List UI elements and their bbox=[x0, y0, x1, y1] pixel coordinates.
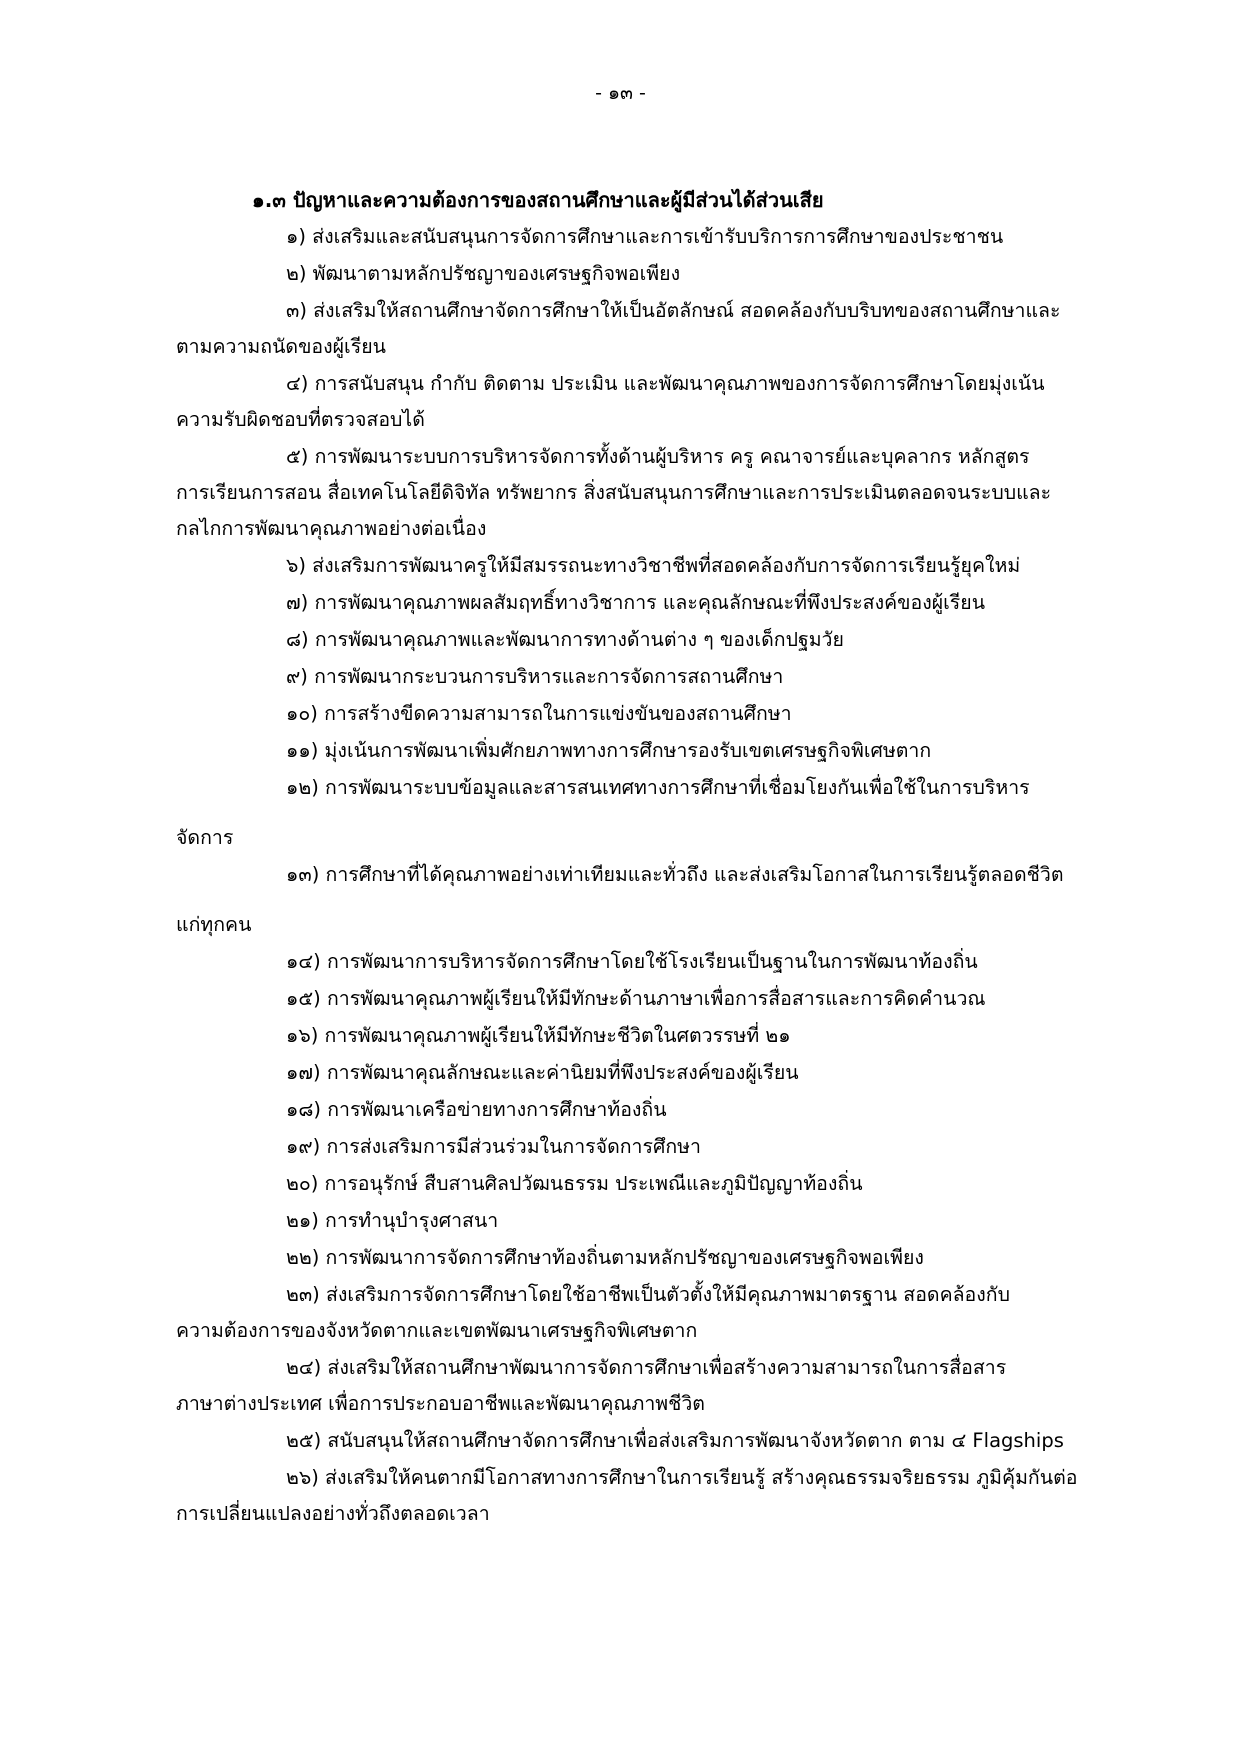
list-item-text: ๒๐) การอนุรักษ์ สืบสานศิลปวัฒนธรรม ประเพณีและภูมิปัญญาท้องถิ่น bbox=[286, 1172, 863, 1195]
list-item bbox=[176, 981, 1120, 1017]
list-item-text: ๑๒) การพัฒนาระบบข้อมูลและสารสนเทศทางการศึกษาที่เชื่อมโยงกันเพื่อใช้ในการบริหาร bbox=[286, 776, 1030, 799]
list-item-text: ๒) พัฒนาตามหลักปรัชญาของเศรษฐกิจพอเพียง bbox=[286, 262, 681, 285]
list-item-continuation: การเรียนการสอน สื่อเทคโนโลยีดิจิทัล ทรัพยากร สิ่งสนับสนุนการศึกษาและการประเมินตลอดจนระบบและ bbox=[176, 481, 1052, 504]
list-item-text: ๑๐) การสร้างขีดความสามารถในการแข่งขันของสถานศึกษา bbox=[286, 702, 792, 725]
list-item-text: ๙) การพัฒนากระบวนการบริหารและการจัดการสถานศึกษา bbox=[286, 665, 784, 688]
list-item bbox=[176, 622, 1120, 658]
list-item-text: ๑) ส่งเสริมและสนับสนุนการจัดการศึกษาและการเข้ารับบริการการศึกษาของประชาชน bbox=[286, 225, 1004, 248]
list-item bbox=[176, 219, 1120, 255]
document-body bbox=[176, 182, 1120, 1533]
list-item-text: ๒๔) ส่งเสริมให้สถานศึกษาพัฒนาการจัดการศึกษาเพื่อสร้างความสามารถในการสื่อสาร bbox=[286, 1356, 1007, 1379]
list-item-text: ๒๖) ส่งเสริมให้คนตากมีโอกาสทางการศึกษาในการเรียนรู้ สร้างคุณธรรมจริยธรรม ภูมิคุ้มกันต่อ bbox=[286, 1466, 1078, 1489]
list-item bbox=[176, 585, 1120, 621]
list-item bbox=[176, 1055, 1120, 1091]
list-item bbox=[176, 293, 1120, 365]
list-item bbox=[176, 1277, 1120, 1349]
list-item bbox=[176, 770, 1120, 856]
list-item-continuation: แก่ทุกคน bbox=[176, 913, 252, 936]
list-item bbox=[176, 366, 1120, 438]
list-item-text: ๒๒) การพัฒนาการจัดการศึกษาท้องถิ่นตามหลักปรัชญาของเศรษฐกิจพอเพียง bbox=[286, 1246, 924, 1269]
list-item-text: ๑๕) การพัฒนาคุณภาพผู้เรียนให้มีทักษะด้านภาษาเพื่อการสื่อสารและการคิดคำนวณ bbox=[286, 987, 986, 1010]
list-item-text: ๑๙) การส่งเสริมการมีส่วนร่วมในการจัดการศึกษา bbox=[286, 1135, 701, 1158]
list-item-text: ๒๕) สนับสนุนให้สถานศึกษาจัดการศึกษาเพื่อส่งเสริมการพัฒนาจังหวัดตาก ตาม ๔ Flagships bbox=[286, 1429, 1064, 1452]
list-item bbox=[176, 439, 1120, 547]
list-item bbox=[176, 659, 1120, 695]
list-item bbox=[176, 1092, 1120, 1128]
list-item bbox=[176, 857, 1120, 943]
list-item-text: ๑๘) การพัฒนาเครือข่ายทางการศึกษาท้องถิ่น bbox=[286, 1098, 667, 1121]
list-item bbox=[176, 1240, 1120, 1276]
list-item-text: ๓) ส่งเสริมให้สถานศึกษาจัดการศึกษาให้เป็นอัตลักษณ์ สอดคล้องกับบริบทของสถานศึกษาและ bbox=[286, 299, 1061, 322]
list-item bbox=[176, 733, 1120, 769]
page-number: - ๑๓ - bbox=[595, 82, 646, 104]
list-item-continuation: จัดการ bbox=[176, 826, 234, 849]
list-item bbox=[176, 944, 1120, 980]
list-item bbox=[176, 1129, 1120, 1165]
list-item-text: ๑๓) การศึกษาที่ได้คุณภาพอย่างเท่าเทียมและทั่วถึง และส่งเสริมโอกาสในการเรียนรู้ตลอดชีวิต bbox=[286, 863, 1064, 886]
list-item-text: ๒๓) ส่งเสริมการจัดการศึกษาโดยใช้อาชีพเป็นตัวตั้งให้มีคุณภาพมาตรฐาน สอดคล้องกับ bbox=[286, 1283, 1010, 1306]
list-item-text: ๒๑) การทำนุบำรุงศาสนา bbox=[286, 1209, 499, 1232]
list-item-text: ๗) การพัฒนาคุณภาพผลสัมฤทธิ์ทางวิชาการ และคุณลักษณะที่พึงประสงค์ของผู้เรียน bbox=[286, 591, 986, 614]
list-item-continuation: ความรับผิดชอบที่ตรวจสอบได้ bbox=[176, 408, 425, 431]
section-heading: ๑.๓ ปัญหาและความต้องการของสถานศึกษาและผู้มีส่วนได้ส่วนเสีย bbox=[252, 188, 824, 212]
list-item bbox=[176, 548, 1120, 584]
list-item-text: ๘) การพัฒนาคุณภาพและพัฒนาการทางด้านต่าง ๆ ของเด็กปฐมวัย bbox=[286, 628, 844, 651]
list-item-continuation: ความต้องการของจังหวัดตากและเขตพัฒนาเศรษฐกิจพิเศษตาก bbox=[176, 1319, 698, 1342]
list-item-text: ๕) การพัฒนาระบบการบริหารจัดการทั้งด้านผู้บริหาร ครู คณาจารย์และบุคลากร หลักสูตร bbox=[286, 445, 1030, 468]
list-item-continuation: กลไกการพัฒนาคุณภาพอย่างต่อเนื่อง bbox=[176, 517, 487, 540]
list-item bbox=[176, 256, 1120, 292]
list-item-text: ๑๖) การพัฒนาคุณภาพผู้เรียนให้มีทักษะชีวิตในศตวรรษที่ ๒๑ bbox=[286, 1024, 791, 1047]
list-item bbox=[176, 1203, 1120, 1239]
list-item-continuation: ตามความถนัดของผู้เรียน bbox=[176, 335, 386, 358]
list-item bbox=[176, 1350, 1120, 1422]
list-item-continuation: การเปลี่ยนแปลงอย่างทั่วถึงตลอดเวลา bbox=[176, 1502, 490, 1525]
list-item-text: ๑๗) การพัฒนาคุณลักษณะและค่านิยมที่พึงประสงค์ของผู้เรียน bbox=[286, 1061, 799, 1084]
list-item bbox=[176, 1460, 1120, 1532]
list-item bbox=[176, 1018, 1120, 1054]
list-item bbox=[176, 696, 1120, 732]
list-item-text: ๔) การสนับสนุน กำกับ ติดตาม ประเมิน และพัฒนาคุณภาพของการจัดการศึกษาโดยมุ่งเน้น bbox=[286, 372, 1045, 395]
item-list bbox=[176, 219, 1120, 1532]
list-item bbox=[176, 1166, 1120, 1202]
list-item bbox=[176, 1423, 1120, 1459]
list-item-text: ๑๑) มุ่งเน้นการพัฒนาเพิ่มศักยภาพทางการศึกษารองรับเขตเศรษฐกิจพิเศษตาก bbox=[286, 739, 932, 762]
list-item-text: ๑๔) การพัฒนาการบริหารจัดการศึกษาโดยใช้โรงเรียนเป็นฐานในการพัฒนาท้องถิ่น bbox=[286, 950, 978, 973]
list-item-continuation: ภาษาต่างประเทศ เพื่อการประกอบอาชีพและพัฒนาคุณภาพชีวิต bbox=[176, 1392, 705, 1415]
list-item-text: ๖) ส่งเสริมการพัฒนาครูให้มีสมรรถนะทางวิชาชีพที่สอดคล้องกับการจัดการเรียนรู้ยุคใหม่ bbox=[286, 554, 1021, 577]
